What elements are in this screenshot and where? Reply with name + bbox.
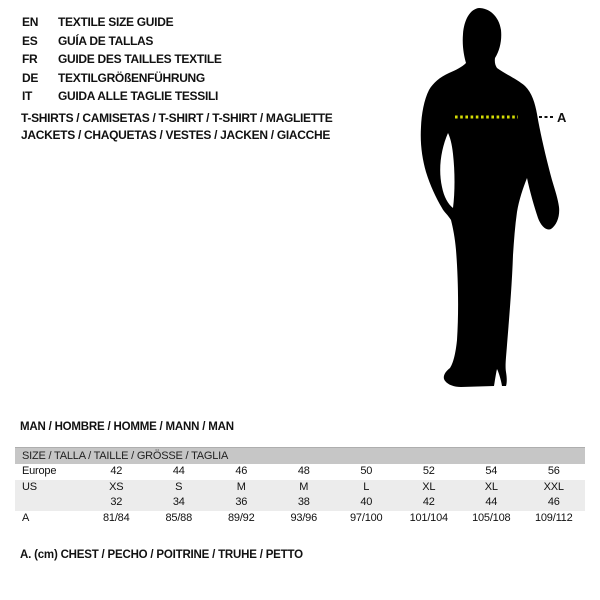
- category-line: T-SHIRTS / CAMISETAS / T-SHIRT / T-SHIRT / MAGLIETTE: [21, 111, 333, 125]
- category-line: JACKETS / CHAQUETAS / VESTES / JACKEN / GIACCHE: [21, 128, 331, 142]
- language-code: FR: [22, 52, 38, 67]
- language-code: ES: [22, 33, 38, 48]
- language-code: EN: [22, 15, 39, 30]
- language-label: TEXTILGRÖßENFÜHRUNG: [58, 70, 205, 85]
- table-cell: 54: [485, 465, 498, 477]
- table-cell: 101/104: [409, 511, 448, 524]
- table-cell: 105/108: [472, 511, 511, 524]
- table-cell: 32: [110, 496, 123, 508]
- table-row: [15, 480, 585, 496]
- section-heading: MAN / HOMBRE / HOMME / MANN / MAN: [20, 421, 234, 433]
- row-label: A: [22, 511, 30, 524]
- table-cell: 34: [172, 496, 185, 508]
- table-cell: 44: [485, 496, 498, 508]
- language-label: GUIDE DES TAILLES TEXTILE: [58, 52, 222, 67]
- table-cell: M: [236, 480, 246, 493]
- language-label: GUIDA ALLE TAGLIE TESSILI: [58, 89, 219, 104]
- table-cell: 42: [422, 496, 435, 508]
- table-row: [15, 511, 585, 527]
- man-silhouette: [421, 8, 559, 387]
- table-cell: 46: [235, 465, 248, 477]
- size-table-header: SIZE / TALLA / TAILLE / GRÖSSE / TAGLIA: [15, 447, 585, 464]
- measurement-footnote: A. (cm) CHEST / PECHO / POITRINE / TRUHE / PETTO: [20, 549, 303, 561]
- language-code: DE: [22, 70, 39, 85]
- table-cell: 85/88: [165, 511, 193, 524]
- table-cell: XL: [484, 480, 498, 493]
- language-code: IT: [22, 89, 33, 104]
- table-cell: 93/96: [290, 511, 318, 524]
- table-cell: M: [299, 480, 309, 493]
- table-cell: 44: [172, 465, 185, 477]
- language-label: GUÍA DE TALLAS: [58, 33, 154, 48]
- table-cell: 97/100: [350, 511, 383, 524]
- table-cell: XXL: [543, 480, 564, 493]
- table-cell: 81/84: [102, 511, 130, 524]
- table-cell: XL: [422, 480, 436, 493]
- table-cell: 52: [422, 465, 435, 477]
- table-cell: 36: [235, 496, 248, 508]
- row-label: US: [22, 480, 37, 493]
- table-row: [15, 464, 585, 480]
- table-cell: 48: [297, 465, 310, 477]
- table-cell: 109/112: [534, 511, 573, 524]
- table-cell: 42: [110, 465, 123, 477]
- language-label: TEXTILE SIZE GUIDE: [58, 15, 174, 30]
- size-table-body: [15, 464, 585, 526]
- table-cell: S: [175, 480, 183, 493]
- measure-label: A: [557, 110, 567, 125]
- table-cell: 50: [360, 465, 373, 477]
- table-cell: 38: [297, 496, 310, 508]
- size-table: [15, 447, 585, 526]
- row-label: Europe: [22, 465, 57, 477]
- table-cell: L: [363, 480, 370, 493]
- row-label: [15, 495, 85, 511]
- table-cell: 89/92: [227, 511, 255, 524]
- table-cell: XS: [109, 480, 124, 493]
- table-cell: 40: [360, 496, 373, 508]
- table-row: [15, 495, 585, 511]
- table-cell: 46: [547, 496, 560, 508]
- table-cell: 56: [547, 465, 560, 477]
